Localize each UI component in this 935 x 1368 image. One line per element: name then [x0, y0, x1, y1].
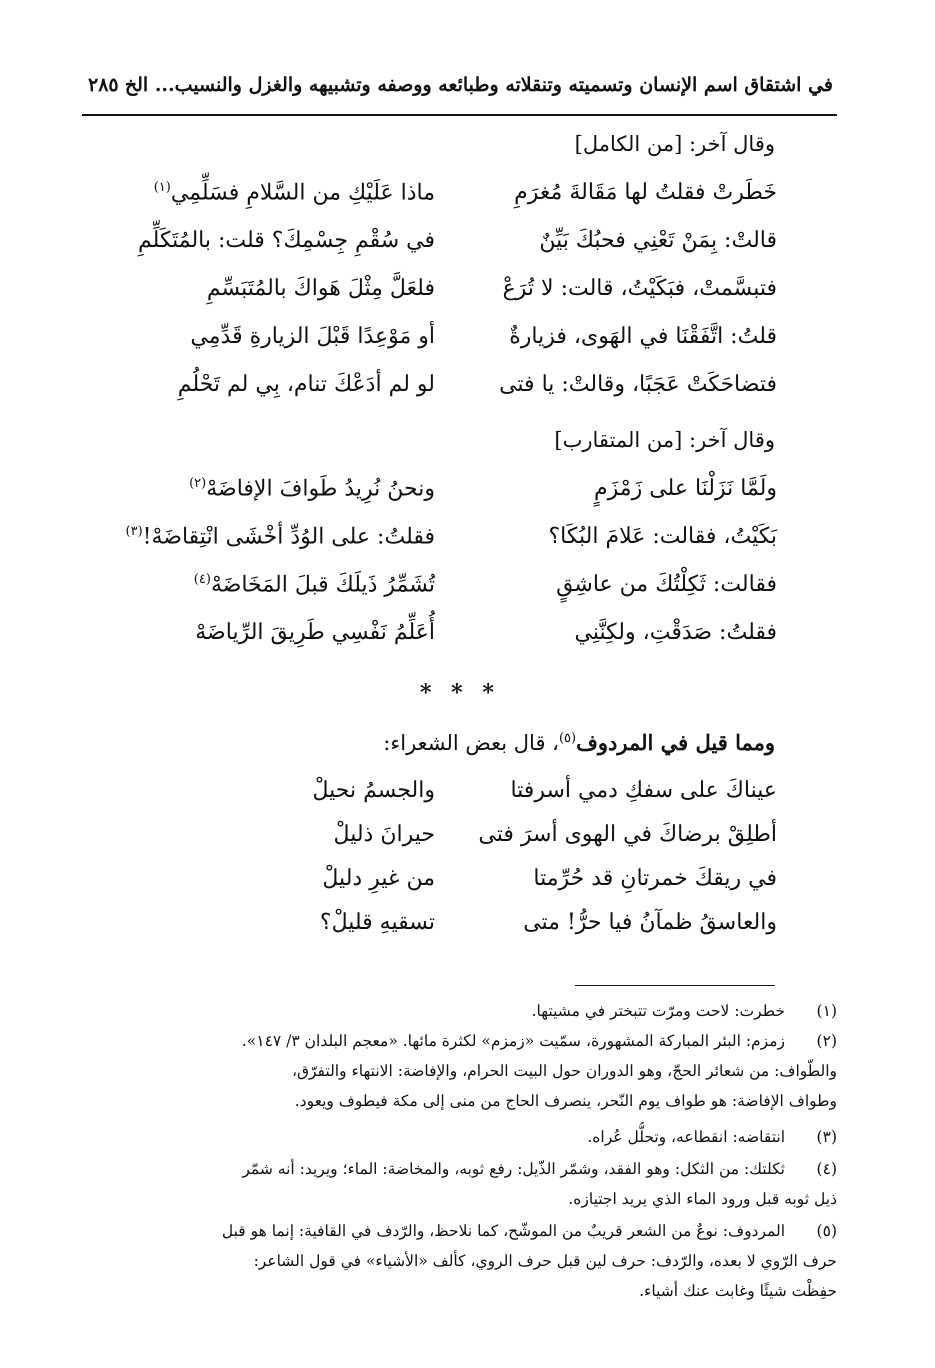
footnote-marker: (٣): [125, 524, 143, 539]
verse-second-hemistich: من غيرِ دليلْ: [322, 866, 435, 891]
footnote-marker: (٥): [558, 731, 577, 746]
section-heading-rest: ، قال بعض الشعراء:: [383, 731, 559, 755]
verse-first-hemistich: قالتْ: بِمَنْ تَعْنِي فحبُكَ بَيِّنٌ: [539, 228, 777, 253]
verse-first-hemistich: قلتُ: اتَّفَقْنَا في الهَوى، فزيارةٌ: [509, 324, 777, 349]
footnote-marker: (١): [153, 180, 171, 195]
verse-first-hemistich: خَطَرتْ فقلتُ لها مَقَالةَ مُغرَمِ: [514, 180, 777, 205]
footnote-marker: (٤): [193, 572, 211, 587]
poem2-verse: [167, 476, 777, 516]
section-separator: * * *: [420, 680, 500, 706]
footnote-line: ذيل ثوبه قبل ورود الماء الذي يريد اجتيازه.: [568, 1190, 837, 1208]
header-divider: [82, 114, 837, 116]
footnote: [102, 1216, 837, 1306]
poem2-intro: وقال آخر: [من المتقارب]: [554, 428, 775, 452]
poem2-verse: [167, 620, 777, 660]
running-header: [88, 74, 833, 114]
footnote-divider: [575, 985, 775, 986]
footnote-number: (٤): [816, 1160, 837, 1178]
verse-second-hemistich: [189, 476, 435, 501]
footnote-line: انتقاضه: انقطاعه، وتحلُّل عُراه.: [587, 1128, 785, 1146]
page-number: ٢٨٥: [88, 74, 119, 96]
verse-second-hemistich: أو مَوْعِدًا قَبْلَ الزيارةِ قَدِّمِي: [190, 324, 435, 349]
mardouf-verse: [167, 822, 777, 862]
verse-second-hemistich: في سُقْمِ جِسْمِكَ؟ قلت: بالمُتَكَلِّمِ: [138, 228, 435, 253]
footnote-line: والطّواف: من شعائر الحجّ، وهو الدوران حول البيت الحرام، والإفاضة: الانتهاء والتفرّق،: [291, 1062, 837, 1080]
footnote: [102, 1026, 837, 1116]
mardouf-verse: [167, 778, 777, 818]
verse-second-hemistich: حيرانَ ذليلْ: [333, 822, 435, 847]
poem2-verse: [125, 524, 777, 564]
section-heading: [383, 730, 775, 755]
footnote-number: (٥): [816, 1222, 837, 1240]
verse-second-hemistich: تسقيهِ قليلْ؟: [319, 910, 435, 935]
footnote: [102, 1154, 837, 1214]
footnote-line: ثكلتك: من الثكل: وهو الفقد، وشمّر الذّيل: رفع ثوبه، والمخاضة: الماء؛ ويريد: أنه شمّر: [242, 1160, 785, 1178]
footnote-line: وطواف الإفاضة: هو طواف يوم النّحر، ينصرف الحاج من منى إلى مكة فيطوف ويعود.: [294, 1092, 837, 1110]
verse-second-hemistich: لو لم أدَعْكَ تنام، بِي لم تَحْلُمِ: [177, 372, 435, 397]
verse-second-hemistich: والجسمُ نحيلْ: [312, 778, 435, 803]
footnote-line: خطرت: لاحت ومرّت تتبختر في مشيتها.: [531, 1002, 785, 1020]
footnote-line: حرف الرّوي لا بعده، والرّدف: حرف لين قبل حرف الروي، كألف «الأشياء» في قول الشاعر:: [253, 1252, 837, 1270]
hemistich-text: ماذا عَلَيْكِ من السَّلامِ فسَلِّمِي: [170, 180, 435, 206]
verse-first-hemistich: أطلِقْ برضاكَ في الهوى أسرَ فتى: [478, 822, 777, 847]
verse-first-hemistich: فقالت: ثَكِلْتُكَ من عاشِقٍ: [556, 572, 777, 597]
verse-first-hemistich: ولَمَّا نَزَلْنَا على زَمْزَمٍ: [594, 476, 777, 501]
verse-second-hemistich: [126, 524, 435, 549]
verse-second-hemistich: فلعَلَّ مِثْلَ هَواكَ بالمُتَبَسِّمِ: [206, 276, 435, 301]
verse-first-hemistich: بَكَيْتُ، فقالت: عَلامَ البُكَا؟: [548, 524, 777, 549]
footnote-marker: (٢): [189, 476, 207, 491]
footnote-line: المردوف: نوعٌ من الشعر قريبٌ من الموشّح، كما نلاحظ، والرّدف في القافية: إنما هو قبل: [221, 1222, 785, 1240]
verse-second-hemistich: [194, 572, 435, 597]
footnote: [102, 996, 837, 1026]
footnote-line: زمزم: البئر المباركة المشهورة، سمّيت «زمزم» لكثرة مائها. «معجم البلدان ٣/ ١٤٧».: [241, 1032, 785, 1050]
verse-first-hemistich: عيناكَ على سفكِ دمي أسرفتا: [510, 778, 777, 803]
poem1-verse: [167, 324, 777, 364]
poem1-intro: وقال آخر: [من الكامل]: [574, 132, 775, 156]
poem1-verse: [167, 276, 777, 316]
verse-first-hemistich: والعاسقُ ظمآنُ فيا حرُّ! متى: [523, 910, 777, 935]
header-title: في اشتقاق اسم الإنسان وتسميته وتنقلاته وطبائعه ووصفه وتشبيهه والغزل والنسيب... الخ: [124, 74, 833, 96]
section-heading-bold: ومما قيل في المردوف: [576, 730, 775, 755]
verse-first-hemistich: فتضاحَكَتْ عَجَبًا، وقالتْ: يا فتى: [499, 372, 777, 397]
poem1-verse: [153, 180, 777, 220]
hemistich-text: فقلتُ: على الوُدِّ أخْشَى انْتِقاضَهْ!: [142, 524, 435, 550]
verse-second-hemistich: أُعَلِّمُ نَفْسِي طَرِيقَ الرِّياضَهْ: [195, 620, 435, 645]
footnote: [102, 1122, 837, 1152]
poem1-verse: [138, 228, 777, 268]
footnote-line: حفِظْت شيئًا وغابت عنك أشياء.: [639, 1282, 837, 1300]
footnote-number: (١): [816, 1002, 837, 1020]
poem1-verse: [167, 372, 777, 412]
footnote-number: (٣): [816, 1128, 837, 1146]
hemistich-text: ونحنُ نُرِيدُ طَوافَ الإفاضَهْ: [206, 476, 435, 502]
verse-first-hemistich: فقلتُ: صَدَقْتِ، ولكِنَّنِي: [574, 620, 777, 645]
poem2-verse: [167, 572, 777, 612]
footnote-number: (٢): [816, 1032, 837, 1050]
verse-first-hemistich: في ريقكَ خمرتانِ قد حُرِّمتا: [533, 866, 777, 891]
verse-second-hemistich: [154, 180, 435, 205]
mardouf-verse: [167, 910, 777, 950]
verse-first-hemistich: فتبسَّمتْ، فبَكَيْتُ، قالت: لا تُرَعْ: [502, 276, 777, 301]
mardouf-verse: [167, 866, 777, 906]
hemistich-text: تُشَمِّرُ ذَيلَكَ قبلَ المَخَاضَهْ: [210, 572, 435, 598]
